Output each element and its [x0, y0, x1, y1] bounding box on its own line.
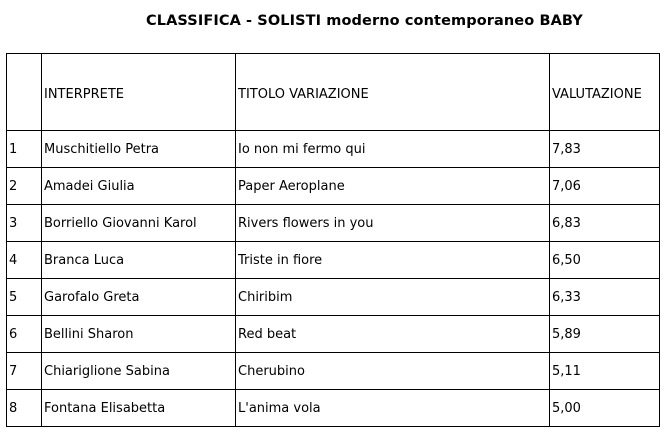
cell-position: 4	[7, 242, 42, 279]
cell-performer: Fontana Elisabetta	[42, 390, 236, 427]
header-score: VALUTAZIONE	[550, 54, 660, 131]
table-row	[7, 131, 660, 168]
cell-piece: Red beat	[236, 316, 550, 353]
cell-piece: Cherubino	[236, 353, 550, 390]
cell-score: 6,50	[550, 242, 660, 279]
header-piece: TITOLO VARIAZIONE	[236, 54, 550, 131]
cell-piece: Rivers flowers in you	[236, 205, 550, 242]
cell-performer: Garofalo Greta	[42, 279, 236, 316]
cell-position: 3	[7, 205, 42, 242]
table-row	[7, 316, 660, 353]
cell-performer: Amadei Giulia	[42, 168, 236, 205]
cell-score: 6,33	[550, 279, 660, 316]
cell-score: 6,83	[550, 205, 660, 242]
header-position	[7, 54, 42, 131]
cell-score: 7,06	[550, 168, 660, 205]
header-performer: INTERPRETE	[42, 54, 236, 131]
cell-position: 8	[7, 390, 42, 427]
document-title: CLASSIFICA - SOLISTI moderno contemporaneo BABY	[146, 13, 583, 29]
cell-piece: Paper Aeroplane	[236, 168, 550, 205]
table-row	[7, 279, 660, 316]
cell-position: 6	[7, 316, 42, 353]
cell-position: 5	[7, 279, 42, 316]
table-row	[7, 353, 660, 390]
cell-piece: L'anima vola	[236, 390, 550, 427]
cell-performer: Muschitiello Petra	[42, 131, 236, 168]
cell-performer: Borriello Giovanni Karol	[42, 205, 236, 242]
cell-piece: Chiribim	[236, 279, 550, 316]
cell-performer: Branca Luca	[42, 242, 236, 279]
cell-position: 2	[7, 168, 42, 205]
cell-score: 7,83	[550, 131, 660, 168]
ranking-table	[6, 53, 660, 427]
cell-piece: Triste in fiore	[236, 242, 550, 279]
table-row	[7, 242, 660, 279]
cell-score: 5,89	[550, 316, 660, 353]
cell-position: 1	[7, 131, 42, 168]
cell-score: 5,00	[550, 390, 660, 427]
table-header-row	[7, 54, 660, 131]
table-row	[7, 205, 660, 242]
cell-position: 7	[7, 353, 42, 390]
cell-score: 5,11	[550, 353, 660, 390]
table-row	[7, 168, 660, 205]
cell-piece: Io non mi fermo qui	[236, 131, 550, 168]
cell-performer: Bellini Sharon	[42, 316, 236, 353]
table-row	[7, 390, 660, 427]
cell-performer: Chiariglione Sabina	[42, 353, 236, 390]
